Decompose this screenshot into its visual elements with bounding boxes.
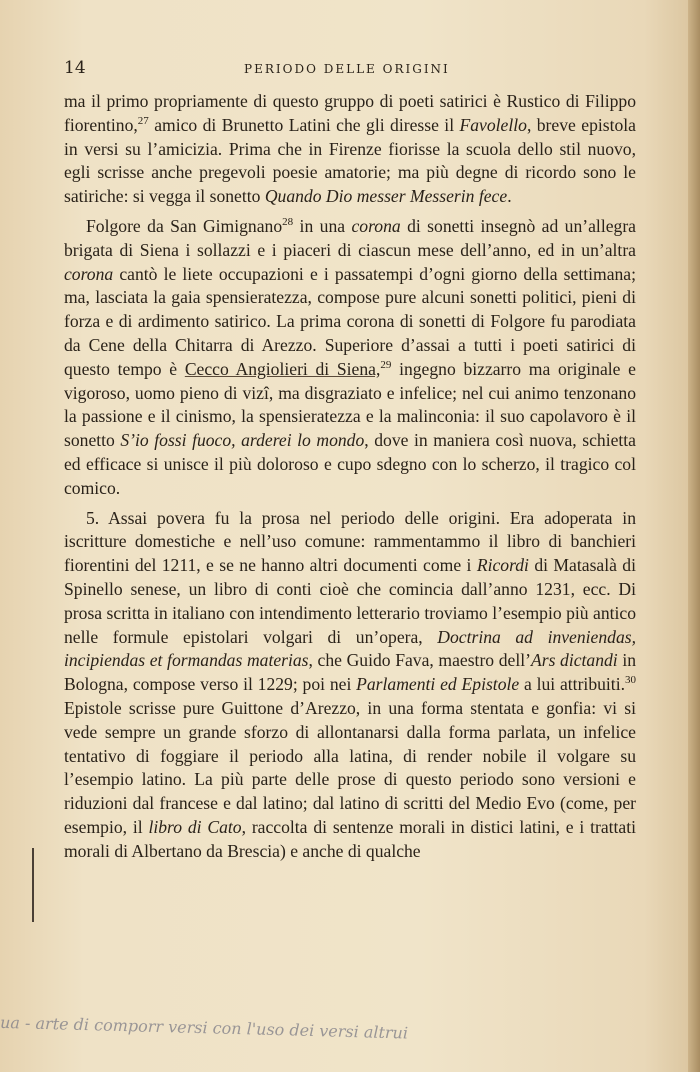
page-header (64, 58, 638, 82)
underlined-name: Cecco Angiolieri di Siena, (184, 358, 381, 379)
paragraph-2 (64, 215, 636, 501)
text-run: amico di Brunetto Latini che gli diresse il (148, 114, 460, 135)
footnote-marker: 28 (282, 216, 294, 229)
italic-title: S’io fossi fuoco, arderei lo mondo (120, 430, 365, 451)
text-run: , che Guido Fava, maestro dell’ (308, 650, 531, 671)
footnote-marker: 30 (624, 674, 636, 687)
margin-pencil-mark (32, 848, 34, 922)
text-run: Folgore da San Gimignano (86, 215, 283, 236)
footnote-marker: 29 (380, 358, 392, 371)
text-run: , raccolta di sentenze morali in distici latini, e i trattati morali di Albertano da Brescia) e anche di qualche (64, 816, 636, 861)
paragraph-3 (64, 507, 636, 864)
text-run: , breve epistola in versi su l’amicizia. Prima che in Firenze fiorisse la scuola dello stil nuovo, egli scrisse anche pregevoli poesie amatorie; ma più degne di ricordo sono le satiriche: si vegga il sonetto (64, 114, 636, 207)
text-run: cantò le liete occupazioni e i passatempi d’ogni giorno della settimana; ma, lasciata la gaia spensieratezza, compose pure alcuni sonetti politici, pieni di forza e di ardimento satirico. La prima corona di sonetti di Folgore fu parodiata da Cene della Chitarra di Arezzo. Superiore d’assai a tutti i poeti satirici di questo tempo è (64, 263, 636, 379)
page-edge (688, 0, 700, 1072)
text-run: a lui attribuiti. (519, 674, 625, 695)
paragraph-1 (64, 90, 636, 209)
text-run: ma il primo propriamente di questo gruppo di poeti satirici è Rustico di Filippo fiorentino, (64, 91, 636, 135)
text-run: Epistole scrisse pure Guittone d’Arezzo, in una forma stentata e gonfia: vi si vede sempre un grande sforzo di allontanarsi dalla forma parlata, un infelice tentativo di foggiare il periodo alla latina, di render nobile il volgare su l’esempio latino. La più parte delle prose di questo periodo sono versioni e riduzioni dal francese e dal latino; dal latino di scritti del Medio Evo (come, per esempio, il (64, 697, 636, 837)
handwritten-note: ua - arte di comporr versi con l'uso dei versi altrui (0, 1012, 409, 1043)
text-run: ingegno bizzarro ma originale e vigoroso, uomo pieno di vizî, ma disgraziato e infelice; nel cui animo tenzonano la passione e il cinismo, la spensieratezza e la malinconia: il suo capolavoro è il sonetto (64, 358, 636, 451)
text-run: di sonetti insegnò ad un’allegra brigata di Siena i sollazzi e i piaceri di ciascun mese dell’anno, ed in un’altra (64, 215, 636, 260)
italic-title: Ricordi (476, 555, 529, 576)
italic-title: Doctrina ad inveniendas, incipiendas et formandas materias (64, 626, 636, 671)
italic-title: libro di Cato (148, 816, 242, 837)
italic-title: Quando Dio messer Messerin fece (264, 186, 508, 207)
running-title: PERIODO DELLE ORIGINI (244, 62, 450, 76)
page-number: 14 (64, 58, 86, 78)
italic-title: Favolello (459, 114, 527, 135)
italic-title: Ars dictandi (530, 650, 618, 671)
italic-term: corona (351, 215, 401, 236)
footnote-marker: 27 (137, 114, 149, 127)
italic-term: corona (64, 263, 114, 284)
text-run: 5. Assai povera fu la prosa nel periodo delle origini. Era adoperata in iscritture domestiche e nell’uso comune: rammentammo il libro di banchieri fiorentini del 1211, e se ne hanno altri documenti come i (64, 507, 636, 576)
text-run: , dove in maniera così nuova, schietta ed efficace si unisce il più doloroso e cupo sdegno con lo scherzo, il tragico col comico. (64, 430, 636, 498)
text-run: di Matasalà di Spinello senese, un libro di conti cioè che comincia dall’anno 1231, ecc. Di prosa scritta in italiano con intendimento letterario troviamo l’esempio più antico nelle formule epistolari volgari di un’opera, (64, 555, 636, 647)
body-text (64, 90, 636, 864)
italic-title: Parlamenti ed Epistole (356, 674, 520, 695)
text-run: . (507, 186, 512, 207)
text-run: in una (293, 215, 352, 236)
text-run: in Bologna, compose verso il 1229; poi nei (64, 650, 637, 695)
